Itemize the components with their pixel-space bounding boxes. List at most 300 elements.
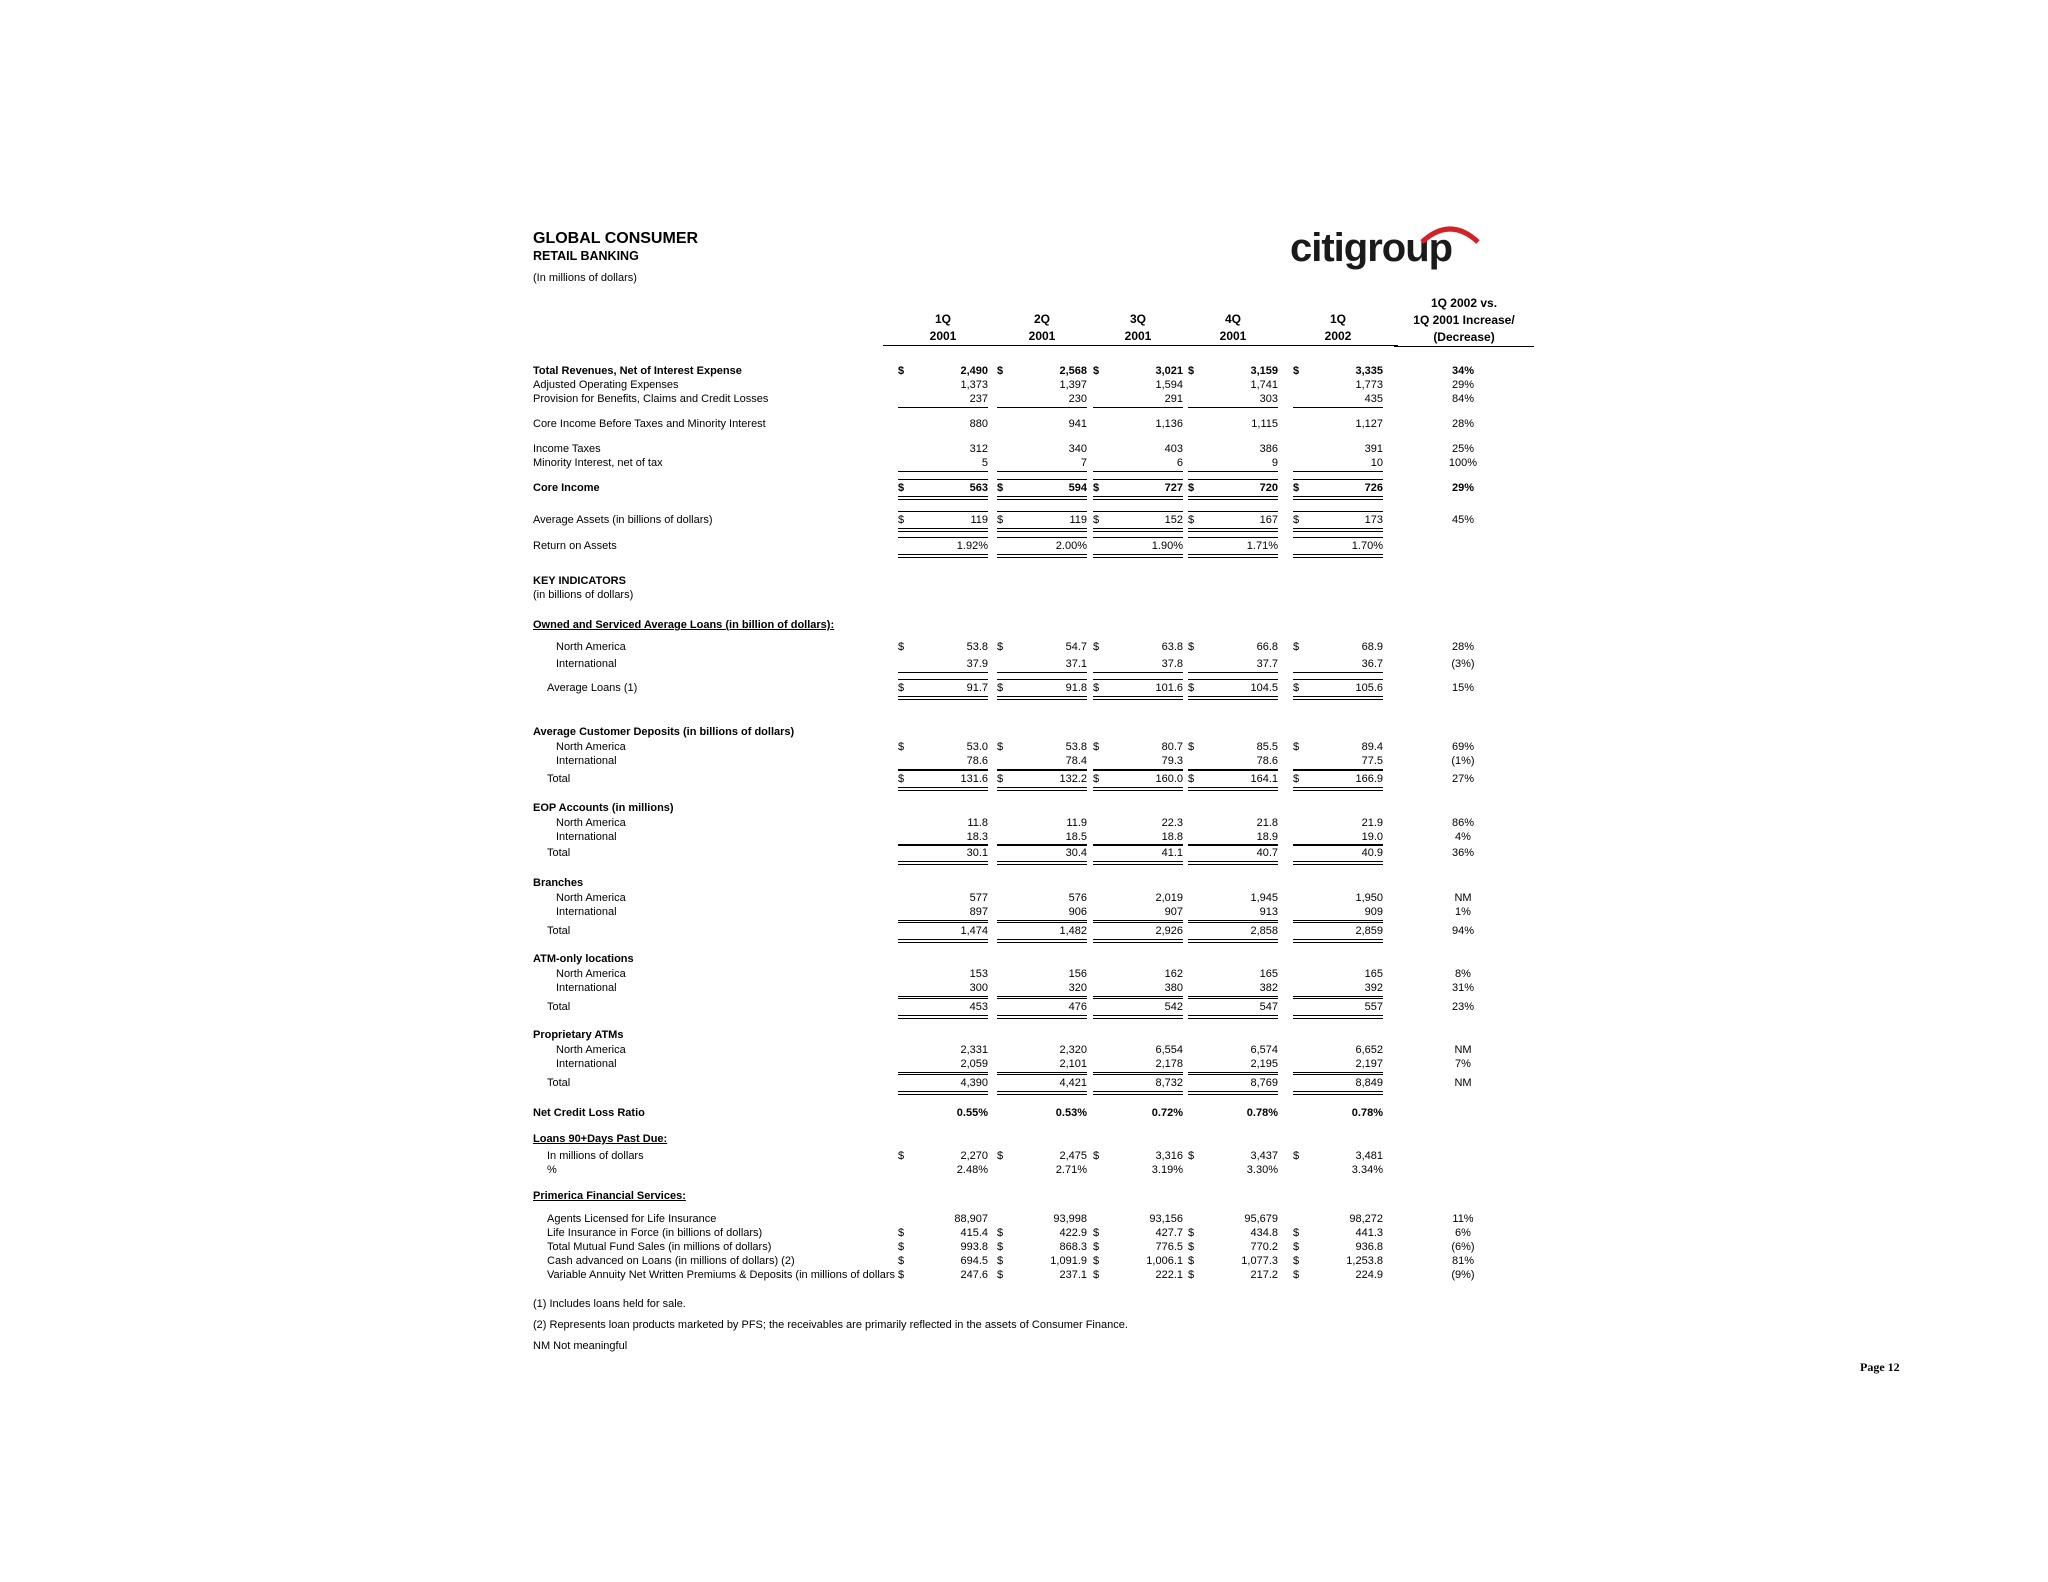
row-label: Total	[547, 773, 571, 785]
cell-value: 897	[969, 906, 988, 918]
cell-value: 18.9	[1256, 831, 1278, 843]
row-label: Core Income Before Taxes and Minority Interest	[533, 418, 766, 430]
underline-rule	[1188, 471, 1278, 472]
cell-value: 2,197	[1355, 1058, 1383, 1070]
cell-value: 105.6	[1355, 682, 1383, 694]
double-underline-rule	[898, 1091, 988, 1095]
top-rule	[997, 1074, 1087, 1075]
cell-value: 2.71%	[1055, 1164, 1087, 1176]
top-rule	[997, 511, 1087, 512]
eop-heading: EOP Accounts (in millions)	[533, 802, 674, 814]
cell-value: 291	[1164, 393, 1183, 405]
cell-value: 11.8	[967, 817, 988, 829]
cell-value: 6	[1176, 457, 1183, 469]
dollar-sign: $	[1093, 741, 1100, 753]
cell-value: 3.30%	[1246, 1164, 1278, 1176]
double-underline-rule	[1093, 1015, 1183, 1019]
cell-value: 720	[1259, 482, 1278, 494]
table-row	[0, 830, 2048, 844]
cell-value: 340	[1068, 443, 1087, 455]
dollar-sign: $	[1293, 1269, 1300, 1281]
dollar-sign: $	[1188, 482, 1195, 494]
dollar-sign: $	[1188, 365, 1195, 377]
percent-change: 15%	[1451, 682, 1475, 694]
top-rule	[1293, 479, 1383, 480]
row-label: Core Income	[533, 482, 600, 494]
percent-change: (3%)	[1451, 658, 1475, 670]
top-rule	[898, 998, 988, 999]
cell-value: 167	[1259, 514, 1278, 526]
cell-value: 776.5	[1155, 1241, 1183, 1253]
top-rule	[1293, 770, 1383, 771]
row-label: North America	[556, 741, 626, 753]
cell-value: 303	[1259, 393, 1278, 405]
cell-value: 1,006.1	[1146, 1255, 1183, 1267]
cell-value: 576	[1068, 892, 1087, 904]
cell-value: 77.5	[1361, 755, 1383, 767]
cell-value: 936.8	[1355, 1241, 1383, 1253]
cell-value: 5	[981, 457, 988, 469]
dollar-sign: $	[1188, 741, 1195, 753]
cell-value: 68.9	[1361, 641, 1383, 653]
column-year: 2001	[1078, 328, 1198, 346]
dollar-sign: $	[1093, 1269, 1100, 1281]
double-underline-rule	[1188, 528, 1278, 532]
cell-value: 53.8	[966, 641, 988, 653]
cell-value: 30.1	[966, 847, 988, 859]
underline-rule	[997, 920, 1087, 921]
column-quarter: 1Q	[1329, 312, 1346, 326]
row-label: North America	[556, 892, 626, 904]
row-label: North America	[556, 641, 626, 653]
cell-value: 217.2	[1250, 1269, 1278, 1281]
cell-value: 726	[1364, 482, 1383, 494]
cell-value: 160.0	[1155, 773, 1183, 785]
cell-value: 10	[1370, 457, 1383, 469]
double-underline-rule	[1293, 787, 1383, 791]
cell-value: 0.78%	[1246, 1107, 1278, 1119]
cell-value: 422.9	[1059, 1227, 1087, 1239]
dollar-sign: $	[1293, 365, 1300, 377]
table-row	[0, 1212, 2048, 1226]
underline-rule	[1293, 1072, 1383, 1073]
dollar-sign: $	[898, 1255, 905, 1267]
table-row	[0, 1240, 2048, 1254]
percent-change: 81%	[1451, 1255, 1475, 1267]
cell-value: 993.8	[960, 1241, 988, 1253]
top-rule	[1093, 511, 1183, 512]
underline-rule	[1093, 672, 1183, 673]
cell-value: 9	[1271, 457, 1278, 469]
double-underline-rule	[997, 939, 1087, 943]
underline-rule	[1188, 996, 1278, 997]
cell-value: 563	[969, 482, 988, 494]
table-row	[0, 1149, 2048, 1163]
underline-rule	[997, 407, 1087, 408]
double-underline-rule	[1188, 787, 1278, 791]
units-note: (In millions of dollars)	[533, 272, 637, 284]
dollar-sign: $	[1293, 682, 1300, 694]
table-row	[0, 1000, 2048, 1014]
cell-value: 8,849	[1355, 1077, 1383, 1089]
underline-rule	[1188, 407, 1278, 408]
dollar-sign: $	[898, 641, 905, 653]
double-underline-rule	[1093, 787, 1183, 791]
dollar-sign: $	[997, 365, 1004, 377]
table-row	[0, 364, 2048, 378]
cell-value: 3,437	[1250, 1150, 1278, 1162]
cell-value: 907	[1164, 906, 1183, 918]
cell-value: 2,059	[960, 1058, 988, 1070]
cell-value: 66.8	[1256, 641, 1278, 653]
row-label: International	[556, 831, 617, 843]
percent-change: 11%	[1452, 1213, 1474, 1225]
cell-value: 382	[1259, 982, 1278, 994]
table-row	[0, 740, 2048, 754]
dollar-sign: $	[898, 365, 905, 377]
cell-value: 4,390	[960, 1077, 988, 1089]
dollar-sign: $	[1293, 514, 1300, 526]
top-rule	[1093, 479, 1183, 480]
top-rule	[1188, 998, 1278, 999]
dollar-sign: $	[997, 641, 1004, 653]
percent-change: 6%	[1455, 1227, 1471, 1239]
top-rule	[898, 679, 988, 680]
dollar-sign: $	[898, 1150, 905, 1162]
top-rule	[1293, 511, 1383, 512]
double-underline-rule	[997, 696, 1087, 700]
double-underline-rule	[997, 496, 1087, 500]
report-subtitle: RETAIL BANKING	[533, 249, 639, 263]
dollar-sign: $	[1093, 682, 1100, 694]
column-quarter: 3Q	[1129, 312, 1146, 326]
double-underline-rule	[1293, 1091, 1383, 1095]
top-rule	[997, 479, 1087, 480]
top-rule	[1093, 998, 1183, 999]
column-quarter: 1Q	[934, 312, 951, 326]
underline-rule	[898, 672, 988, 673]
row-label: International	[556, 906, 617, 918]
row-label: International	[556, 658, 617, 670]
table-row	[0, 539, 2048, 553]
cell-value: 415.4	[960, 1227, 988, 1239]
row-label: Total	[547, 925, 571, 937]
top-rule	[898, 770, 988, 771]
cell-value: 247.6	[960, 1269, 988, 1281]
row-label: North America	[556, 968, 626, 980]
cell-value: 30.4	[1065, 847, 1087, 859]
table-row	[0, 754, 2048, 768]
cell-value: 453	[969, 1001, 988, 1013]
cell-value: 542	[1164, 1001, 1183, 1013]
table-row	[0, 846, 2048, 860]
top-rule	[997, 770, 1087, 771]
row-label: Total Mutual Fund Sales (in millions of dollars)	[547, 1241, 772, 1253]
cell-value: 119	[1069, 514, 1087, 526]
underline-rule	[898, 471, 988, 472]
cell-value: 79.3	[1161, 755, 1183, 767]
dollar-sign: $	[997, 514, 1004, 526]
cell-value: 41.1	[1161, 847, 1183, 859]
table-row	[0, 640, 2048, 654]
percent-change: 27%	[1451, 773, 1475, 785]
row-label: Average Loans (1)	[547, 682, 638, 694]
cell-value: 98,272	[1349, 1213, 1383, 1225]
footnote-1: (1) Includes loans held for sale.	[533, 1298, 686, 1310]
table-row	[0, 657, 2048, 671]
cell-value: 1,482	[1059, 925, 1087, 937]
proprietary-atms-heading: Proprietary ATMs	[533, 1029, 624, 1041]
table-row	[0, 1057, 2048, 1071]
cell-value: 300	[969, 982, 988, 994]
underline-rule	[1293, 407, 1383, 408]
row-label: International	[556, 982, 617, 994]
row-label: Return on Assets	[533, 540, 617, 552]
top-rule	[1293, 844, 1383, 845]
dollar-sign: $	[1293, 1255, 1300, 1267]
cell-value: 320	[1068, 982, 1087, 994]
row-label: %	[547, 1164, 557, 1176]
top-rule	[898, 511, 988, 512]
citigroup-logo: citigroup	[1290, 226, 1490, 276]
dollar-sign: $	[997, 1227, 1004, 1239]
table-row	[0, 981, 2048, 995]
cell-value: 119	[970, 514, 988, 526]
dollar-sign: $	[1093, 365, 1100, 377]
underline-rule	[1293, 920, 1383, 921]
cell-value: 0.53%	[1055, 1107, 1087, 1119]
cell-value: 1,397	[1059, 379, 1087, 391]
cell-value: 2,178	[1155, 1058, 1183, 1070]
double-underline-rule	[1093, 554, 1183, 558]
double-underline-rule	[1188, 496, 1278, 500]
cell-value: 18.8	[1161, 831, 1183, 843]
underline-rule	[1293, 672, 1383, 673]
top-rule	[898, 1074, 988, 1075]
top-rule	[1293, 922, 1383, 923]
dollar-sign: $	[1188, 1227, 1195, 1239]
cell-value: 3,159	[1250, 365, 1278, 377]
top-rule	[1188, 770, 1278, 771]
cell-value: 941	[1068, 418, 1087, 430]
underline-rule	[898, 407, 988, 408]
cell-value: 37.7	[1256, 658, 1278, 670]
loans-past-due-heading: Loans 90+Days Past Due:	[533, 1133, 668, 1145]
table-row	[0, 1268, 2048, 1282]
cell-value: 694.5	[960, 1255, 988, 1267]
double-underline-rule	[997, 1091, 1087, 1095]
cell-value: 21.9	[1361, 817, 1383, 829]
dollar-sign: $	[1293, 741, 1300, 753]
cell-value: 8,732	[1155, 1077, 1183, 1089]
cell-value: 2,859	[1355, 925, 1383, 937]
cell-value: 222.1	[1155, 1269, 1183, 1281]
cell-value: 37.8	[1161, 658, 1183, 670]
cell-value: 476	[1068, 1001, 1087, 1013]
percent-change: 31%	[1451, 982, 1475, 994]
cell-value: 37.1	[1065, 658, 1087, 670]
cell-value: 386	[1259, 443, 1278, 455]
double-underline-rule	[1093, 861, 1183, 865]
underline-rule	[1093, 471, 1183, 472]
table-row	[0, 1254, 2048, 1268]
underline-rule	[1093, 1072, 1183, 1073]
dollar-sign: $	[898, 482, 905, 494]
column-year: 2002	[1278, 328, 1398, 346]
percent-change: 34%	[1451, 365, 1475, 377]
underline-rule	[997, 672, 1087, 673]
cell-value: 224.9	[1355, 1269, 1383, 1281]
table-row	[0, 1106, 2048, 1120]
cell-value: 54.7	[1065, 641, 1087, 653]
cell-value: 89.4	[1361, 741, 1383, 753]
row-label: Total	[547, 1077, 571, 1089]
table-row	[0, 1163, 2048, 1177]
top-rule	[1188, 537, 1278, 538]
dollar-sign: $	[1093, 1227, 1100, 1239]
dollar-sign: $	[1093, 1150, 1100, 1162]
cell-value: 8,769	[1250, 1077, 1278, 1089]
double-underline-rule	[1188, 1015, 1278, 1019]
row-label: International	[556, 755, 617, 767]
cell-value: 3,335	[1355, 365, 1383, 377]
cell-value: 1.70%	[1351, 540, 1383, 552]
row-label: Income Taxes	[533, 443, 601, 455]
column-year: 2001	[1173, 328, 1293, 346]
dollar-sign: $	[1188, 514, 1195, 526]
cell-value: 78.4	[1065, 755, 1087, 767]
dollar-sign: $	[997, 773, 1004, 785]
percent-change: (6%)	[1451, 1241, 1475, 1253]
cell-value: 1.92%	[956, 540, 988, 552]
cell-value: 93,156	[1149, 1213, 1183, 1225]
dollar-sign: $	[1293, 1241, 1300, 1253]
dollar-sign: $	[1093, 773, 1100, 785]
cell-value: 37.9	[966, 658, 988, 670]
row-label: Average Assets (in billions of dollars)	[533, 514, 713, 526]
row-label: Cash advanced on Loans (in millions of dollars) (2)	[547, 1255, 795, 1267]
double-underline-rule	[1188, 554, 1278, 558]
row-label: Minority Interest, net of tax	[533, 457, 663, 469]
top-rule	[1188, 679, 1278, 680]
cell-value: 880	[969, 418, 988, 430]
table-row	[0, 772, 2048, 786]
cell-value: 18.3	[966, 831, 988, 843]
cell-value: 0.55%	[956, 1107, 988, 1119]
cell-value: 78.6	[1256, 755, 1278, 767]
cell-value: 153	[969, 968, 988, 980]
dollar-sign: $	[1293, 482, 1300, 494]
cell-value: 156	[1068, 968, 1087, 980]
top-rule	[1293, 537, 1383, 538]
dollar-sign: $	[997, 1241, 1004, 1253]
cell-value: 1,373	[960, 379, 988, 391]
double-underline-rule	[997, 528, 1087, 532]
cell-value: 21.8	[1256, 817, 1278, 829]
percent-change: 7%	[1455, 1058, 1471, 1070]
cell-value: 3,316	[1155, 1150, 1183, 1162]
cell-value: 1,077.3	[1241, 1255, 1278, 1267]
cell-value: 1.90%	[1151, 540, 1183, 552]
percent-change: NM	[1454, 1077, 1472, 1089]
cell-value: 2,331	[960, 1044, 988, 1056]
cell-value: 391	[1364, 443, 1383, 455]
dollar-sign: $	[898, 1227, 905, 1239]
cell-value: 1,115	[1251, 418, 1278, 430]
cell-value: 2,926	[1155, 925, 1183, 937]
underline-rule	[1188, 1072, 1278, 1073]
percent-change: (9%)	[1451, 1269, 1475, 1281]
cell-value: 6,574	[1250, 1044, 1278, 1056]
table-row	[0, 417, 2048, 431]
table-row	[0, 378, 2048, 392]
top-rule	[997, 998, 1087, 999]
underline-rule	[997, 996, 1087, 997]
dollar-sign: $	[1188, 773, 1195, 785]
double-underline-rule	[1188, 861, 1278, 865]
percent-change: 69%	[1451, 741, 1475, 753]
underline-rule	[1293, 996, 1383, 997]
cell-value: 3.19%	[1151, 1164, 1183, 1176]
dollar-sign: $	[1093, 641, 1100, 653]
cell-value: 165	[1259, 968, 1278, 980]
cell-value: 19.0	[1361, 831, 1383, 843]
row-label: Variable Annuity Net Written Premiums & Deposits (in millions of dollars	[547, 1269, 896, 1281]
cell-value: 1,253.8	[1346, 1255, 1383, 1267]
column-year: 2001	[982, 328, 1102, 346]
footnote-nm: NM Not meaningful	[533, 1340, 628, 1352]
cell-value: 95,679	[1244, 1213, 1278, 1225]
cell-value: 435	[1364, 393, 1383, 405]
percent-change: 100%	[1448, 457, 1478, 469]
percent-change: 94%	[1451, 925, 1475, 937]
cell-value: 770.2	[1250, 1241, 1278, 1253]
top-rule	[997, 844, 1087, 845]
percent-change: 29%	[1451, 379, 1475, 391]
cell-value: 727	[1164, 482, 1183, 494]
cell-value: 1,136	[1155, 418, 1183, 430]
table-row	[0, 481, 2048, 495]
percent-change: 84%	[1451, 393, 1475, 405]
table-row	[0, 456, 2048, 470]
cell-value: 441.3	[1355, 1227, 1383, 1239]
double-underline-rule	[898, 939, 988, 943]
percent-change: 1%	[1455, 906, 1471, 918]
cell-value: 2,195	[1250, 1058, 1278, 1070]
double-underline-rule	[898, 554, 988, 558]
cell-value: 22.3	[1161, 817, 1183, 829]
dollar-sign: $	[1188, 1150, 1195, 1162]
dollar-sign: $	[997, 1255, 1004, 1267]
double-underline-rule	[1293, 496, 1383, 500]
cell-value: 1,950	[1355, 892, 1383, 904]
table-row	[0, 442, 2048, 456]
dollar-sign: $	[898, 1269, 905, 1281]
dollar-sign: $	[1188, 682, 1195, 694]
dollar-sign: $	[1293, 641, 1300, 653]
dollar-sign: $	[898, 682, 905, 694]
cell-value: 18.5	[1065, 831, 1087, 843]
double-underline-rule	[898, 528, 988, 532]
double-underline-rule	[898, 696, 988, 700]
double-underline-rule	[898, 861, 988, 865]
cell-value: 2,270	[960, 1150, 988, 1162]
double-underline-rule	[1188, 696, 1278, 700]
percent-change: 23%	[1451, 1001, 1475, 1013]
top-rule	[1093, 537, 1183, 538]
cell-value: 1,594	[1155, 379, 1183, 391]
cell-value: 1.71%	[1246, 540, 1278, 552]
